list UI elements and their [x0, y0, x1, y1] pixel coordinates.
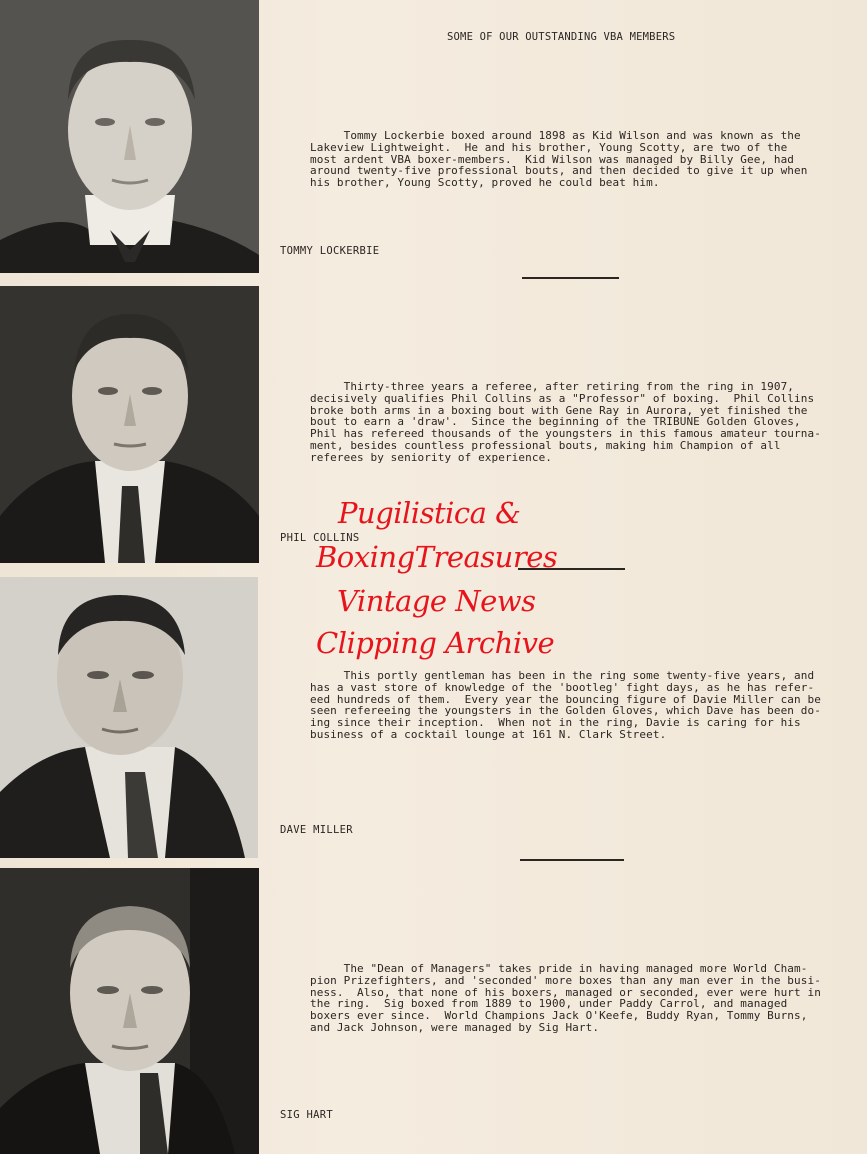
portrait-photo-sig-hart [0, 868, 259, 1154]
portrait-photo-dave-miller [0, 577, 258, 858]
page-heading: SOME OF OUR OUTSTANDING VBA MEMBERS [447, 31, 676, 43]
section-divider [520, 859, 624, 861]
member-name-tommy-lockerbie: TOMMY LOCKERBIE [280, 245, 380, 257]
watermark-line-2: BoxingTreasures [316, 540, 558, 574]
watermark-line-4: Clipping Archive [316, 626, 555, 660]
member-bio-sig-hart: The "Dean of Managers" takes pride in having managed more World Cham- pion Prizefighters, and 'seconded' more boxes than any man ever in the busi- ness. Also, that none of his boxers, managed or seconded, ever were hurt in the ring. Sig boxed from 1889 to 1900, under Paddy Carrol, and managed boxers ever since. World Champions Jack O'Keefe, Buddy Ryan, Tommy Burns, and Jack Johnson, were managed by Sig Hart. [310, 962, 821, 1034]
watermark-line-3: Vintage News [337, 584, 536, 618]
member-name-dave-miller: DAVE MILLER [280, 824, 353, 836]
portrait-photo-phil-collins [0, 286, 259, 563]
section-divider [522, 277, 619, 279]
portrait-photo-tommy-lockerbie [0, 0, 259, 273]
member-name-phil-collins: PHIL COLLINS [280, 532, 360, 544]
member-bio-dave-miller: This portly gentleman has been in the ring some twenty-five years, and has a vast store of knowledge of the 'bootleg' fight days, as he has refer- eed hundreds of them. Every year the bouncing figure of Davie Miller can be seen refereeing the youngsters in the Golden Gloves, which Dave has been do- ing since their inception. When not in the ring, Davie is caring for his business of a cocktail lounge at 161 N. Clark Street. [310, 669, 821, 741]
member-bio-phil-collins: Thirty-three years a referee, after retiring from the ring in 1907, decisively qualifies Phil Collins as a "Professor" of boxing. Phil Collins broke both arms in a boxing bout with Gene Ray in Aurora, yet finished the bout to earn a 'draw'. Since the beginning of the TRIBUNE Golden Gloves, Phil has refereed thousands of the youngsters in this famous amateur tourna- ment, besides countless professional bouts, making him Champion of all referees by seniority of experience. [310, 380, 821, 464]
watermark-line-1: Pugilistica & [338, 496, 521, 530]
member-bio-tommy-lockerbie: Tommy Lockerbie boxed around 1898 as Kid Wilson and was known as the Lakeview Lightweight. He and his brother, Young Scotty, are two of the most ardent VBA boxer-members. Kid Wilson was managed by Billy Gee, had around twenty-five professional bouts, and then decided to give it up when his brother, Young Scotty, proved he could beat him. [310, 129, 808, 190]
member-name-sig-hart: SIG HART [280, 1109, 333, 1121]
